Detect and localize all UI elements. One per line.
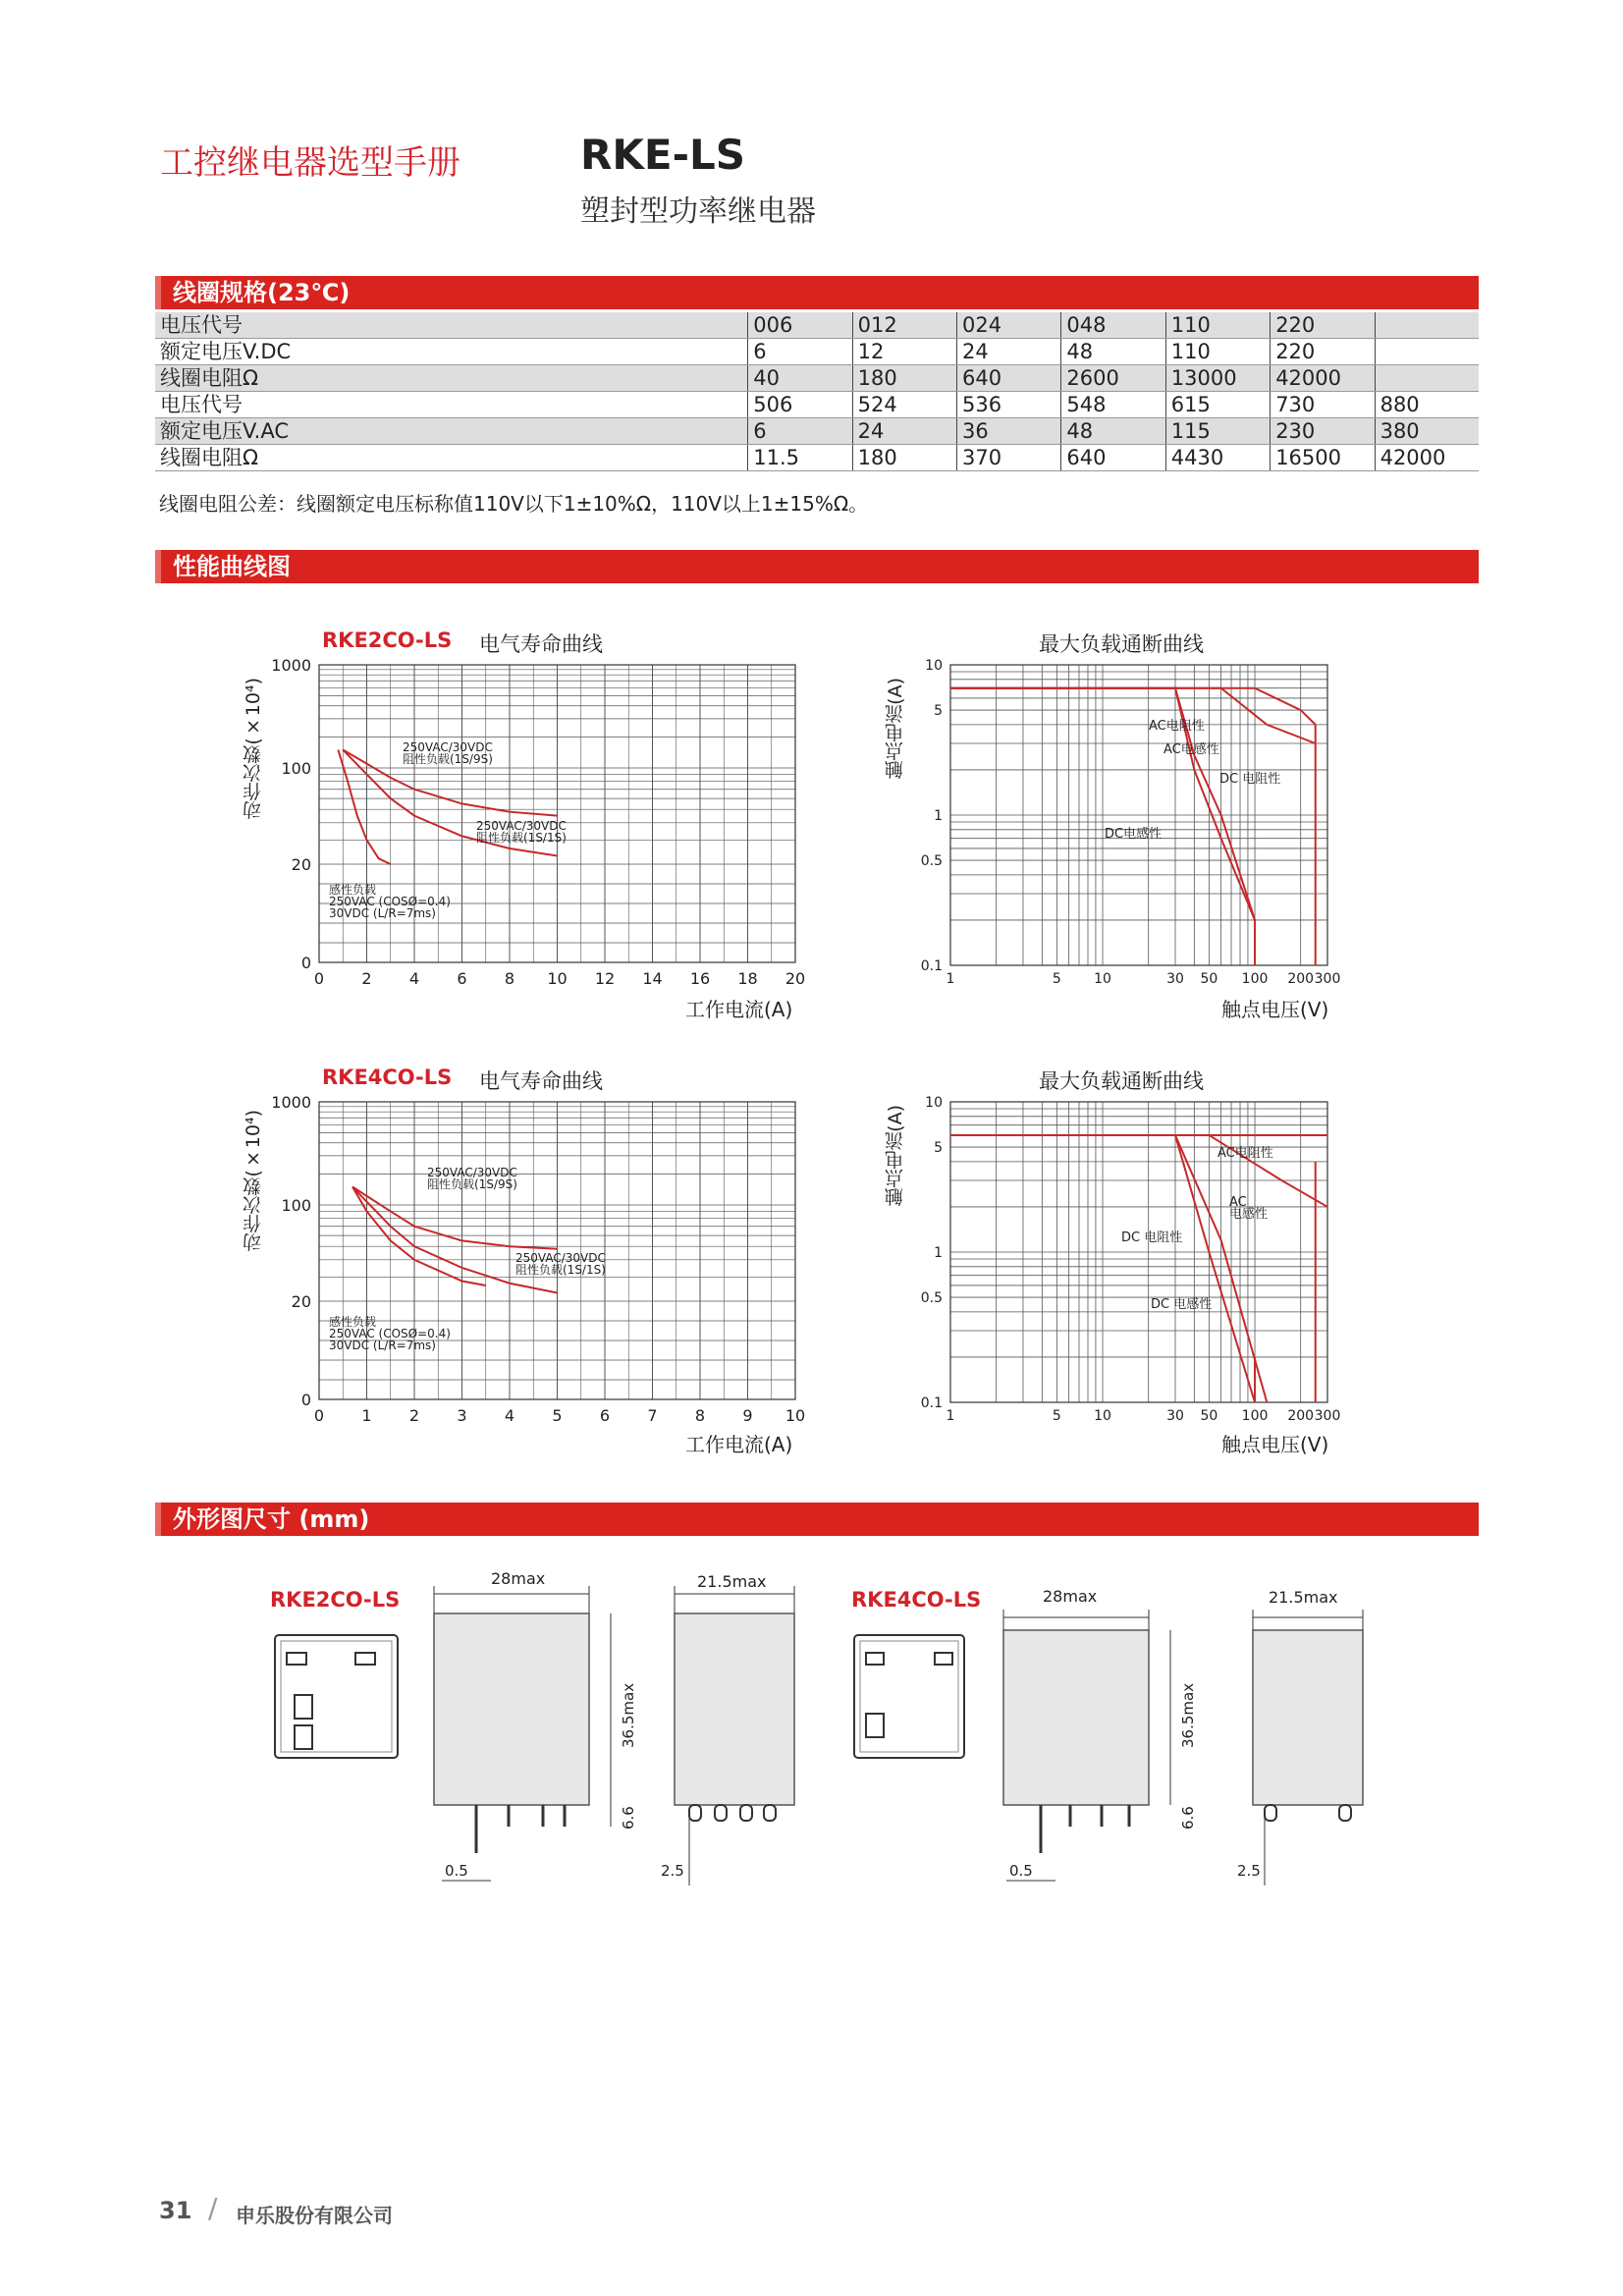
y-tick-label: 10: [925, 658, 943, 674]
annotation-label: 30VDC (L/R=7ms): [329, 906, 436, 920]
chart3-model: RKE4CO-LS: [322, 1066, 453, 1089]
rke4co-front-view: [1237, 1588, 1363, 1886]
x-tick-label: 2: [408, 1406, 420, 1425]
bar-accent: [155, 276, 161, 309]
x-tick-label: 10: [784, 1406, 806, 1425]
y-tick-label: 0: [300, 1391, 311, 1409]
annotation-label: AC电阻性: [1217, 1146, 1273, 1161]
annotation-label: AC: [1229, 1195, 1247, 1210]
y-tick-label: 0.1: [920, 1395, 943, 1411]
table-cell: 110: [1165, 339, 1270, 365]
annotation-label: 感性负载: [329, 883, 377, 897]
chart4-xlabel: 触点电压(V): [1221, 1433, 1329, 1456]
table-cell: 640: [957, 365, 1061, 392]
row-label: 电压代号: [155, 312, 748, 339]
dim-21-label: 21.5max: [1269, 1588, 1338, 1607]
table-row: [155, 312, 1479, 339]
annotation-label: AC电感性: [1163, 742, 1219, 757]
table-cell: 40: [748, 365, 852, 392]
table-cell: 48: [1061, 418, 1165, 445]
annotation-label: 阻性负载(1S/1S): [515, 1263, 606, 1277]
table-cell: 180: [852, 445, 956, 471]
chart1-ylabel: 动作次数(×10⁴): [243, 678, 264, 820]
x-tick-label: 9: [742, 1406, 753, 1425]
table-row: [155, 418, 1479, 445]
table-cell: 11.5: [748, 445, 852, 471]
dim-pitch-label: 2.5: [1237, 1862, 1261, 1880]
x-tick-label: 30: [1166, 1408, 1184, 1424]
table-cell: 536: [957, 392, 1061, 418]
table-cell: 615: [1165, 392, 1270, 418]
y-tick-label: 0: [300, 954, 311, 972]
table-cell: 220: [1271, 312, 1375, 339]
brand-title: 工控继电器选型手册: [160, 143, 460, 183]
chart3-title: 电气寿命曲线: [479, 1069, 603, 1093]
chart2-title: 最大负载通断曲线: [1039, 632, 1204, 656]
rke4co-side-view: [1003, 1587, 1197, 1881]
x-tick-label: 5: [1052, 1408, 1061, 1424]
table-cell: 36: [957, 418, 1061, 445]
page-number: 31: [159, 2197, 192, 2224]
x-tick-label: 5: [552, 1406, 563, 1425]
table-cell: 548: [1061, 392, 1165, 418]
x-tick-label: 4: [408, 969, 420, 988]
x-tick-label: 8: [504, 969, 515, 988]
table-cell: 524: [852, 392, 956, 418]
annotation-label: DC 电阻性: [1121, 1230, 1183, 1245]
chart3-svg: [265, 1090, 815, 1434]
x-tick-label: 6: [599, 1406, 611, 1425]
x-tick-label: 100: [1241, 971, 1269, 987]
dim-pin-width-label: 0.5: [1009, 1862, 1033, 1880]
x-tick-label: 18: [737, 969, 758, 988]
dim-pitch-label: 2.5: [661, 1862, 684, 1880]
chart1-model: RKE2CO-LS: [322, 629, 453, 652]
table-cell: 6: [748, 418, 852, 445]
chart2-svg: [903, 653, 1355, 997]
table-cell: 13000: [1165, 365, 1270, 392]
dim-28-label: 28max: [491, 1569, 546, 1588]
series-line: [950, 688, 1316, 743]
x-tick-label: 100: [1241, 1408, 1269, 1424]
dim-21-label: 21.5max: [697, 1572, 767, 1591]
table-cell: 12: [852, 339, 956, 365]
x-tick-label: 10: [547, 969, 568, 988]
body-outline: [1003, 1630, 1149, 1805]
table-cell: 006: [748, 312, 852, 339]
x-tick-label: 5: [1052, 971, 1061, 987]
table-row: [155, 339, 1479, 365]
rke2co-front-view: [661, 1572, 794, 1886]
x-tick-label: 2: [361, 969, 372, 988]
bar-accent: [155, 1503, 161, 1536]
y-tick-label: 0.1: [920, 958, 943, 974]
annotation-label: 阻性负载(1S/9S): [403, 752, 493, 766]
x-tick-label: 20: [784, 969, 806, 988]
x-tick-label: 8: [694, 1406, 706, 1425]
x-tick-label: 300: [1314, 971, 1341, 987]
table-cell: 48: [1061, 339, 1165, 365]
row-label: 额定电压V.AC: [155, 418, 748, 445]
annotation-label: DC 电阻性: [1219, 772, 1281, 787]
table-cell: 24: [852, 418, 956, 445]
table-cell: 230: [1271, 418, 1375, 445]
rke2co-bottom-view: [275, 1635, 398, 1758]
y-tick-label: 20: [291, 855, 311, 874]
dims-section-title: 外形图尺寸 (mm): [173, 1505, 370, 1533]
company-name: 申乐股份有限公司: [236, 2204, 393, 2227]
table-cell: 506: [748, 392, 852, 418]
y-tick-label: 100: [281, 1196, 311, 1215]
rke2co-side-view: [434, 1569, 637, 1881]
chart4-title: 最大负载通断曲线: [1039, 1069, 1204, 1093]
dimension-drawings: [265, 1566, 1394, 1890]
annotation-label: 250VAC/30VDC: [427, 1166, 517, 1179]
dim-height-label: 36.5max: [620, 1682, 637, 1748]
x-tick-label: 1: [361, 1406, 372, 1425]
footer-slash: /: [208, 2192, 218, 2224]
y-tick-label: 1000: [271, 656, 311, 675]
x-tick-label: 12: [594, 969, 616, 988]
table-cell: 4430: [1165, 445, 1270, 471]
chart1-xlabel: 工作电流(A): [685, 998, 793, 1021]
perf-section-bar: [155, 550, 1479, 583]
table-cell: 24: [957, 339, 1061, 365]
rke4co-bottom-view: [854, 1635, 964, 1758]
x-tick-label: 200: [1287, 971, 1315, 987]
x-tick-label: 10: [1094, 1408, 1111, 1424]
body-outline: [434, 1613, 589, 1805]
chart3-ylabel: 动作次数(×10⁴): [243, 1110, 264, 1252]
body-outline: [1253, 1630, 1363, 1805]
table-cell: 012: [852, 312, 956, 339]
chart1-svg: [265, 653, 815, 997]
x-tick-label: 3: [457, 1406, 467, 1425]
x-tick-label: 1: [946, 971, 955, 987]
x-tick-label: 30: [1166, 971, 1184, 987]
y-tick-label: 1: [934, 1245, 943, 1261]
dim-pin-length-label: 6.6: [620, 1806, 637, 1830]
series-line: [338, 750, 390, 864]
table-cell: 048: [1061, 312, 1165, 339]
annotation-label: 30VDC (L/R=7ms): [329, 1339, 436, 1352]
annotation-label: 250VAC/30VDC: [476, 819, 567, 833]
x-tick-label: 16: [689, 969, 711, 988]
model-title: RKE-LS: [580, 131, 746, 179]
annotation-label: DC 电感性: [1151, 1297, 1213, 1312]
table-cell: 42000: [1271, 365, 1375, 392]
x-tick-label: 4: [504, 1406, 515, 1425]
chart2-xlabel: 触点电压(V): [1221, 998, 1329, 1021]
y-tick-label: 10: [925, 1095, 943, 1111]
series-line: [1175, 1135, 1255, 1402]
y-tick-label: 1: [934, 808, 943, 824]
table-cell: [1375, 312, 1479, 339]
y-tick-label: 5: [934, 703, 943, 720]
table-cell: 115: [1165, 418, 1270, 445]
chart2-ylabel: 触点电流(A): [885, 678, 906, 780]
row-label: 线圈电阻Ω: [155, 365, 748, 392]
perf-section-title: 性能曲线图: [173, 553, 291, 580]
row-label: 电压代号: [155, 392, 748, 418]
annotation-label: 250VAC (COSØ=0.4): [329, 895, 451, 908]
table-cell: 024: [957, 312, 1061, 339]
coil-section-bar: [155, 276, 1479, 309]
annotation-label: 阻性负载(1S/9S): [427, 1177, 517, 1191]
table-cell: 42000: [1375, 445, 1479, 471]
x-tick-label: 200: [1287, 1408, 1315, 1424]
x-tick-label: 50: [1200, 1408, 1218, 1424]
table-row: [155, 365, 1479, 392]
table-cell: 2600: [1061, 365, 1165, 392]
chart4-ylabel: 触点电流(A): [885, 1105, 906, 1207]
annotation-label: 电感性: [1229, 1207, 1269, 1222]
coil-spec-table: [155, 312, 1479, 471]
series-line: [352, 1187, 486, 1286]
table-cell: 370: [957, 445, 1061, 471]
x-tick-label: 1: [946, 1408, 955, 1424]
row-label: 额定电压V.DC: [155, 339, 748, 365]
table-row: [155, 445, 1479, 471]
x-tick-label: 0: [313, 969, 325, 988]
annotation-label: 250VAC/30VDC: [515, 1251, 606, 1265]
series-line: [950, 1135, 1267, 1402]
annotation-label: 阻性负载(1S/1S): [476, 831, 567, 845]
y-tick-label: 100: [281, 759, 311, 778]
table-row: [155, 392, 1479, 418]
y-tick-label: 0.5: [920, 1290, 943, 1307]
chart3-xlabel: 工作电流(A): [685, 1433, 793, 1456]
dim-left-model: RKE2CO-LS: [270, 1588, 401, 1612]
table-cell: 220: [1271, 339, 1375, 365]
coil-note: 线圈电阻公差：线圈额定电压标称值110V以下1±10%Ω，110V以上1±15%Ω。: [159, 492, 869, 516]
x-tick-label: 10: [1094, 971, 1111, 987]
dim-height-label: 36.5max: [1179, 1682, 1197, 1748]
product-subtitle: 塑封型功率继电器: [580, 194, 816, 229]
table-cell: 640: [1061, 445, 1165, 471]
annotation-label: 感性负载: [329, 1315, 377, 1329]
table-cell: 16500: [1271, 445, 1375, 471]
y-tick-label: 0.5: [920, 853, 943, 870]
bar-accent: [155, 550, 161, 583]
table-cell: 110: [1165, 312, 1270, 339]
dim-pin-length-label: 6.6: [1179, 1806, 1197, 1830]
table-cell: [1375, 339, 1479, 365]
annotation-label: 250VAC (COSØ=0.4): [329, 1327, 451, 1340]
annotation-label: 250VAC/30VDC: [403, 740, 493, 754]
y-tick-label: 20: [291, 1292, 311, 1311]
body-outline: [675, 1613, 794, 1805]
annotation-label: AC电阻性: [1149, 719, 1205, 734]
x-tick-label: 300: [1314, 1408, 1341, 1424]
dim-right-model: RKE4CO-LS: [851, 1588, 982, 1612]
chart4-svg: [903, 1090, 1355, 1434]
x-tick-label: 6: [457, 969, 467, 988]
table-cell: 180: [852, 365, 956, 392]
dim-pin-width-label: 0.5: [445, 1862, 468, 1880]
x-tick-label: 14: [642, 969, 663, 988]
table-cell: 380: [1375, 418, 1479, 445]
y-tick-label: 1000: [271, 1093, 311, 1112]
table-cell: 880: [1375, 392, 1479, 418]
x-tick-label: 0: [313, 1406, 325, 1425]
dim-28-label: 28max: [1043, 1587, 1098, 1606]
y-tick-label: 5: [934, 1140, 943, 1157]
table-cell: [1375, 365, 1479, 392]
x-tick-label: 50: [1200, 971, 1218, 987]
chart1-title: 电气寿命曲线: [479, 632, 603, 656]
dims-section-bar: [155, 1503, 1479, 1536]
row-label: 线圈电阻Ω: [155, 445, 748, 471]
table-cell: 730: [1271, 392, 1375, 418]
x-tick-label: 7: [647, 1406, 658, 1425]
coil-section-title: 线圈规格(23℃): [173, 279, 351, 306]
table-cell: 6: [748, 339, 852, 365]
annotation-label: DC电感性: [1105, 827, 1163, 842]
